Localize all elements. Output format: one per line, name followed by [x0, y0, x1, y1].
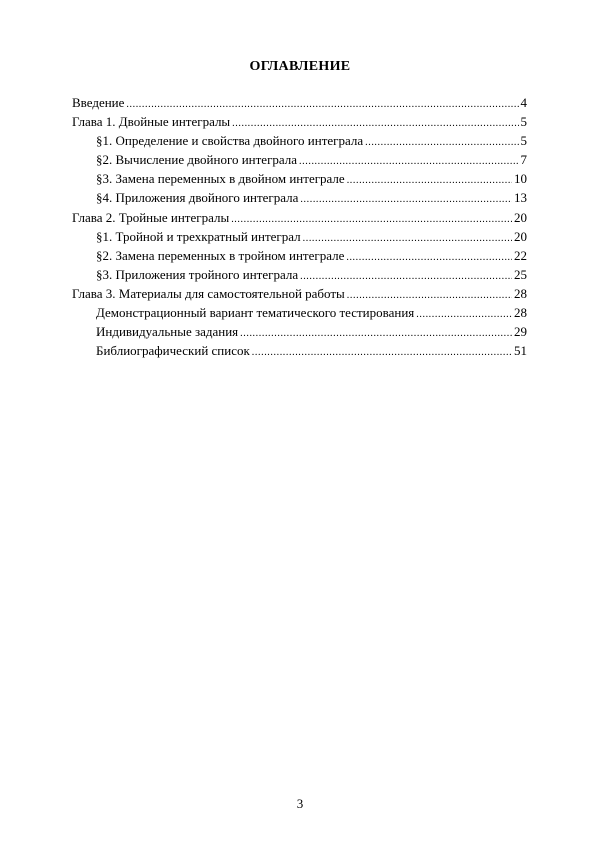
toc-entry-page: 25 — [514, 266, 527, 282]
toc-entry-page: 22 — [514, 247, 527, 263]
toc-entry[interactable] — [72, 227, 527, 246]
toc-entry-label: §1. Тройной и трехкратный интеграл — [96, 228, 301, 244]
toc-entry[interactable] — [72, 341, 527, 360]
toc-entry-page: 13 — [514, 190, 527, 206]
toc-entry-page: 20 — [514, 209, 527, 225]
dot-leader — [365, 133, 518, 152]
toc-entry[interactable] — [72, 303, 527, 322]
toc-entry-label: Глава 1. Двойные интегралы — [72, 114, 231, 130]
toc-entry-label: §4. Приложения двойного интеграла — [96, 190, 299, 206]
toc-entry[interactable] — [72, 112, 527, 131]
toc-entry-label: Глава 2. Тройные интегралы — [72, 209, 230, 225]
toc-entry-label: §2. Вычисление двойного интеграла — [96, 152, 298, 168]
toc-entry-page: 28 — [514, 285, 527, 301]
toc-entry-label: Введение — [72, 95, 125, 110]
toc-entry-label: Библиографический список — [96, 343, 250, 359]
toc-entry[interactable] — [72, 208, 527, 227]
dot-leader — [416, 305, 512, 324]
dot-leader — [347, 171, 512, 190]
table-of-contents — [72, 93, 527, 360]
toc-entry[interactable] — [72, 188, 527, 207]
toc-entry-label: Индивидуальные задания — [96, 324, 239, 340]
toc-entry[interactable] — [72, 246, 527, 265]
toc-entry[interactable] — [72, 169, 527, 188]
toc-entry-label: Демонстрационный вариант тематического тестирования — [96, 305, 415, 321]
toc-entry-label: §3. Приложения тройного интеграла — [96, 266, 299, 282]
dot-leader — [346, 248, 512, 267]
toc-entry-label: §3. Замена переменных в двойном интеграле — [96, 171, 345, 187]
toc-entry-page: 28 — [514, 305, 527, 321]
toc-entry[interactable] — [72, 150, 527, 169]
toc-entry-label: §2. Замена переменных в тройном интеграле — [96, 247, 345, 263]
toc-entry-page: 29 — [514, 324, 527, 340]
dot-leader — [240, 324, 512, 343]
toc-entry-page: 5 — [520, 114, 527, 130]
toc-entry[interactable] — [72, 284, 527, 303]
toc-entry-label: §1. Определение и свойства двойного интеграла — [96, 133, 364, 149]
toc-entry[interactable] — [72, 322, 527, 341]
page-number: 3 — [296, 796, 304, 811]
toc-entry-page: 5 — [520, 133, 527, 149]
page-title: ОГЛАВЛЕНИЕ — [249, 59, 351, 74]
toc-entry-page: 4 — [520, 95, 527, 110]
toc-entry-page: 10 — [514, 171, 527, 187]
toc-entry-page: 20 — [514, 228, 527, 244]
toc-entry-label: Глава 3. Материалы для самостоятельной работы — [72, 285, 345, 301]
toc-entry[interactable] — [72, 131, 527, 150]
toc-entry-page: 51 — [514, 343, 527, 359]
toc-entry-page: 7 — [520, 152, 527, 168]
dot-leader — [300, 190, 512, 209]
toc-entry[interactable] — [72, 93, 527, 112]
toc-entry[interactable] — [72, 265, 527, 284]
dot-leader — [252, 343, 512, 362]
